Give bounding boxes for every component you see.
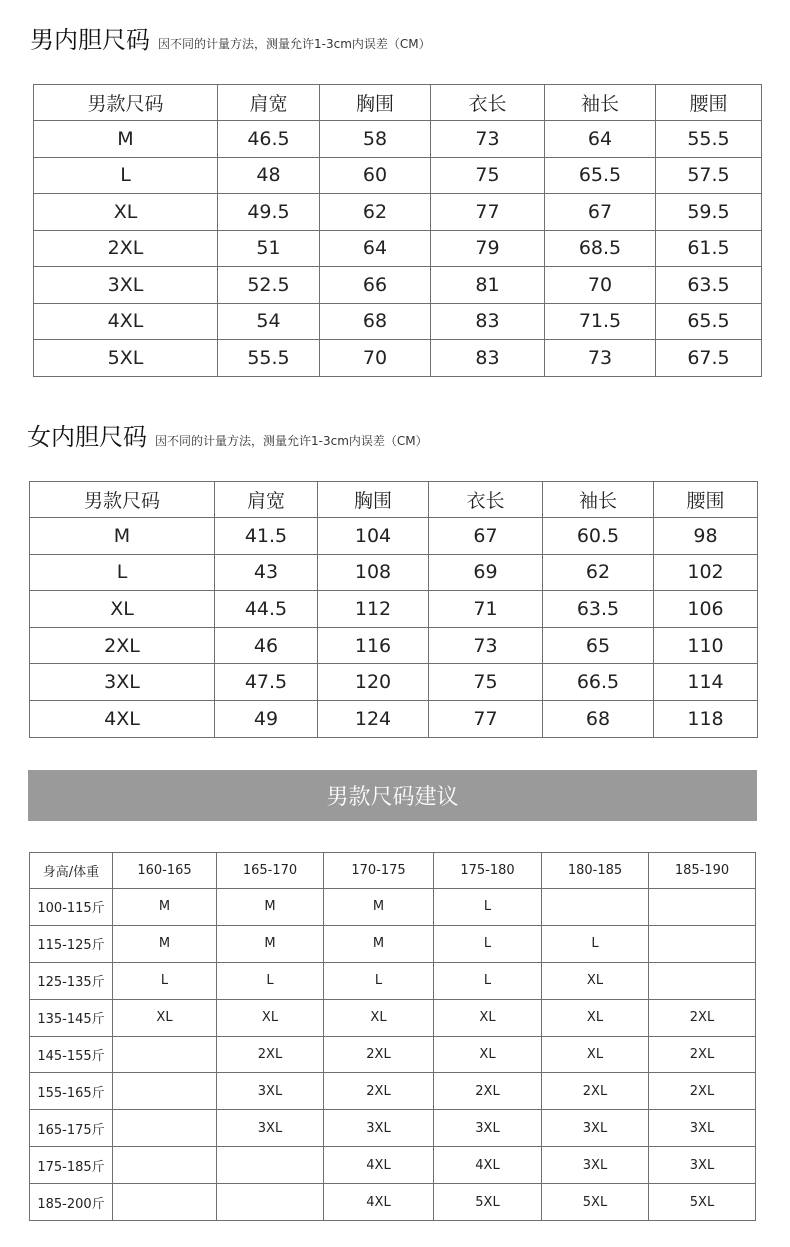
table-cell: 3XL [542, 1110, 649, 1147]
table-cell: 65.5 [545, 157, 656, 194]
table-cell: 71 [429, 591, 543, 628]
table-row [30, 1147, 756, 1184]
table-row [30, 925, 756, 962]
table-cell: L [434, 962, 542, 999]
header-cell: 男款尺码 [30, 482, 215, 518]
table-row [34, 194, 762, 231]
table-cell: 77 [429, 700, 543, 737]
table-cell: 43 [215, 554, 318, 591]
row-label-cell: XL [30, 591, 215, 628]
table-row [34, 157, 762, 194]
header-cell: 165-170 [217, 853, 324, 889]
header-cell: 腰围 [654, 482, 758, 518]
row-label-cell: 5XL [34, 340, 218, 377]
row-label-cell: 2XL [34, 230, 218, 267]
table-cell: 73 [431, 121, 545, 158]
table-row [30, 1110, 756, 1147]
table-cell: 46 [215, 627, 318, 664]
table-cell: 73 [545, 340, 656, 377]
table-cell: M [217, 889, 324, 926]
table-cell: 60.5 [543, 518, 654, 555]
table-cell: 58 [320, 121, 431, 158]
table-cell: 63.5 [656, 267, 762, 304]
table-cell [113, 1147, 217, 1184]
men-section-header [30, 20, 431, 55]
row-label-cell: 175-185斤 [30, 1147, 113, 1184]
table-cell: M [324, 925, 434, 962]
table-row [30, 554, 758, 591]
recommend-banner: 男款尺码建议 [28, 770, 757, 821]
table-cell: 70 [545, 267, 656, 304]
header-cell: 肩宽 [218, 85, 320, 121]
table-row [30, 999, 756, 1036]
table-row [30, 591, 758, 628]
table-cell: 60 [320, 157, 431, 194]
table-row [34, 303, 762, 340]
row-label-cell: 100-115斤 [30, 889, 113, 926]
table-cell: 61.5 [656, 230, 762, 267]
table-cell: 51 [218, 230, 320, 267]
table-row [34, 121, 762, 158]
row-label-cell: M [34, 121, 218, 158]
table-cell: XL [542, 962, 649, 999]
table-header-row [30, 482, 758, 518]
header-cell: 袖长 [543, 482, 654, 518]
table-cell: 67 [429, 518, 543, 555]
table-cell: 63.5 [543, 591, 654, 628]
row-label-cell: 4XL [34, 303, 218, 340]
row-label-cell: M [30, 518, 215, 555]
table-cell: 108 [318, 554, 429, 591]
table-row [30, 1073, 756, 1110]
table-row [30, 627, 758, 664]
table-cell: 68 [543, 700, 654, 737]
row-label-cell: 3XL [34, 267, 218, 304]
table-cell [217, 1147, 324, 1184]
table-cell: 81 [431, 267, 545, 304]
table-cell: 68 [320, 303, 431, 340]
table-row [34, 267, 762, 304]
table-cell: 66.5 [543, 664, 654, 701]
table-cell: 4XL [434, 1147, 542, 1184]
table-cell: L [434, 889, 542, 926]
table-cell [542, 889, 649, 926]
table-cell: 65 [543, 627, 654, 664]
row-label-cell: 4XL [30, 700, 215, 737]
table-row [30, 1036, 756, 1073]
row-label-cell: 2XL [30, 627, 215, 664]
table-cell: 3XL [434, 1110, 542, 1147]
table-cell: 71.5 [545, 303, 656, 340]
table-row [30, 1184, 756, 1221]
table-row [34, 230, 762, 267]
women-measure-note: 因不同的计量方法，测量允许1-3cm内误差（CM） [155, 434, 428, 448]
table-cell: L [542, 925, 649, 962]
header-cell: 175-180 [434, 853, 542, 889]
table-cell [217, 1184, 324, 1221]
header-cell: 180-185 [542, 853, 649, 889]
table-cell: 116 [318, 627, 429, 664]
table-cell: XL [217, 999, 324, 1036]
table-cell: 55.5 [218, 340, 320, 377]
table-cell: 67.5 [656, 340, 762, 377]
table-cell: 2XL [649, 999, 756, 1036]
table-cell: 62 [320, 194, 431, 231]
women-size-table [29, 481, 758, 738]
table-cell: 2XL [649, 1036, 756, 1073]
table-cell: 44.5 [215, 591, 318, 628]
table-cell: 83 [431, 303, 545, 340]
table-header-row [34, 85, 762, 121]
table-cell: 55.5 [656, 121, 762, 158]
table-cell: 2XL [217, 1036, 324, 1073]
table-cell: 77 [431, 194, 545, 231]
table-cell: 65.5 [656, 303, 762, 340]
table-cell: 47.5 [215, 664, 318, 701]
header-cell: 衣长 [429, 482, 543, 518]
header-cell: 身高/体重 [30, 853, 113, 889]
table-cell [649, 962, 756, 999]
table-cell: 64 [545, 121, 656, 158]
row-label-cell: 135-145斤 [30, 999, 113, 1036]
table-cell: 118 [654, 700, 758, 737]
row-label-cell: 115-125斤 [30, 925, 113, 962]
table-cell: 75 [431, 157, 545, 194]
row-label-cell: 185-200斤 [30, 1184, 113, 1221]
table-row [30, 962, 756, 999]
table-cell: 5XL [434, 1184, 542, 1221]
table-cell: 2XL [542, 1073, 649, 1110]
table-cell: 75 [429, 664, 543, 701]
header-cell: 胸围 [320, 85, 431, 121]
table-cell: 3XL [324, 1110, 434, 1147]
row-label-cell: L [30, 554, 215, 591]
table-header-row [30, 853, 756, 889]
table-cell: 3XL [217, 1110, 324, 1147]
row-label-cell: XL [34, 194, 218, 231]
table-cell: 2XL [434, 1073, 542, 1110]
table-cell: L [324, 962, 434, 999]
table-cell: XL [542, 1036, 649, 1073]
table-cell: 57.5 [656, 157, 762, 194]
header-cell: 160-165 [113, 853, 217, 889]
table-cell: M [324, 889, 434, 926]
recommend-table [29, 852, 756, 1221]
table-cell: 114 [654, 664, 758, 701]
table-cell: L [113, 962, 217, 999]
table-cell: 69 [429, 554, 543, 591]
women-section-header [27, 417, 428, 452]
table-cell: M [217, 925, 324, 962]
table-cell: 3XL [542, 1147, 649, 1184]
table-cell: 70 [320, 340, 431, 377]
table-cell: 5XL [542, 1184, 649, 1221]
table-cell: 110 [654, 627, 758, 664]
table-cell: 2XL [649, 1073, 756, 1110]
table-cell: 83 [431, 340, 545, 377]
header-cell: 185-190 [649, 853, 756, 889]
header-cell: 腰围 [656, 85, 762, 121]
table-cell: 68.5 [545, 230, 656, 267]
table-cell: 112 [318, 591, 429, 628]
table-cell: 49.5 [218, 194, 320, 231]
table-row [30, 518, 758, 555]
table-cell: 4XL [324, 1184, 434, 1221]
table-row [34, 340, 762, 377]
table-cell: 49 [215, 700, 318, 737]
header-cell: 胸围 [318, 482, 429, 518]
table-cell: 46.5 [218, 121, 320, 158]
table-cell: 104 [318, 518, 429, 555]
row-label-cell: 3XL [30, 664, 215, 701]
table-cell: 59.5 [656, 194, 762, 231]
table-cell: 4XL [324, 1147, 434, 1184]
table-cell: 3XL [649, 1110, 756, 1147]
table-cell [649, 925, 756, 962]
header-cell: 肩宽 [215, 482, 318, 518]
table-cell: 66 [320, 267, 431, 304]
men-size-table [33, 84, 762, 377]
table-cell: 73 [429, 627, 543, 664]
header-cell: 170-175 [324, 853, 434, 889]
table-cell: 124 [318, 700, 429, 737]
table-cell [113, 1036, 217, 1073]
table-cell: 3XL [649, 1147, 756, 1184]
header-cell: 衣长 [431, 85, 545, 121]
table-cell [113, 1110, 217, 1147]
table-cell: 64 [320, 230, 431, 267]
women-section-title: 女内胆尺码 [27, 423, 147, 451]
table-cell: M [113, 925, 217, 962]
table-cell [113, 1073, 217, 1110]
table-cell [113, 1184, 217, 1221]
table-cell: L [434, 925, 542, 962]
table-row [30, 700, 758, 737]
men-measure-note: 因不同的计量方法，测量允许1-3cm内误差（CM） [158, 37, 431, 51]
table-cell: 106 [654, 591, 758, 628]
table-cell: 79 [431, 230, 545, 267]
table-cell: XL [113, 999, 217, 1036]
table-cell: 2XL [324, 1036, 434, 1073]
table-cell: M [113, 889, 217, 926]
table-row [30, 889, 756, 926]
table-cell: 52.5 [218, 267, 320, 304]
header-cell: 袖长 [545, 85, 656, 121]
table-cell: 67 [545, 194, 656, 231]
row-label-cell: 155-165斤 [30, 1073, 113, 1110]
row-label-cell: 145-155斤 [30, 1036, 113, 1073]
table-cell [649, 889, 756, 926]
table-cell: 48 [218, 157, 320, 194]
table-cell: L [217, 962, 324, 999]
table-cell: XL [434, 999, 542, 1036]
table-row [30, 664, 758, 701]
table-cell: XL [434, 1036, 542, 1073]
table-cell: 2XL [324, 1073, 434, 1110]
table-cell: 62 [543, 554, 654, 591]
row-label-cell: L [34, 157, 218, 194]
table-cell: 120 [318, 664, 429, 701]
table-cell: 98 [654, 518, 758, 555]
header-cell: 男款尺码 [34, 85, 218, 121]
table-cell: 41.5 [215, 518, 318, 555]
table-cell: 54 [218, 303, 320, 340]
table-cell: 102 [654, 554, 758, 591]
table-cell: XL [542, 999, 649, 1036]
men-section-title: 男内胆尺码 [30, 26, 150, 54]
table-cell: XL [324, 999, 434, 1036]
row-label-cell: 125-135斤 [30, 962, 113, 999]
table-cell: 3XL [217, 1073, 324, 1110]
row-label-cell: 165-175斤 [30, 1110, 113, 1147]
table-cell: 5XL [649, 1184, 756, 1221]
